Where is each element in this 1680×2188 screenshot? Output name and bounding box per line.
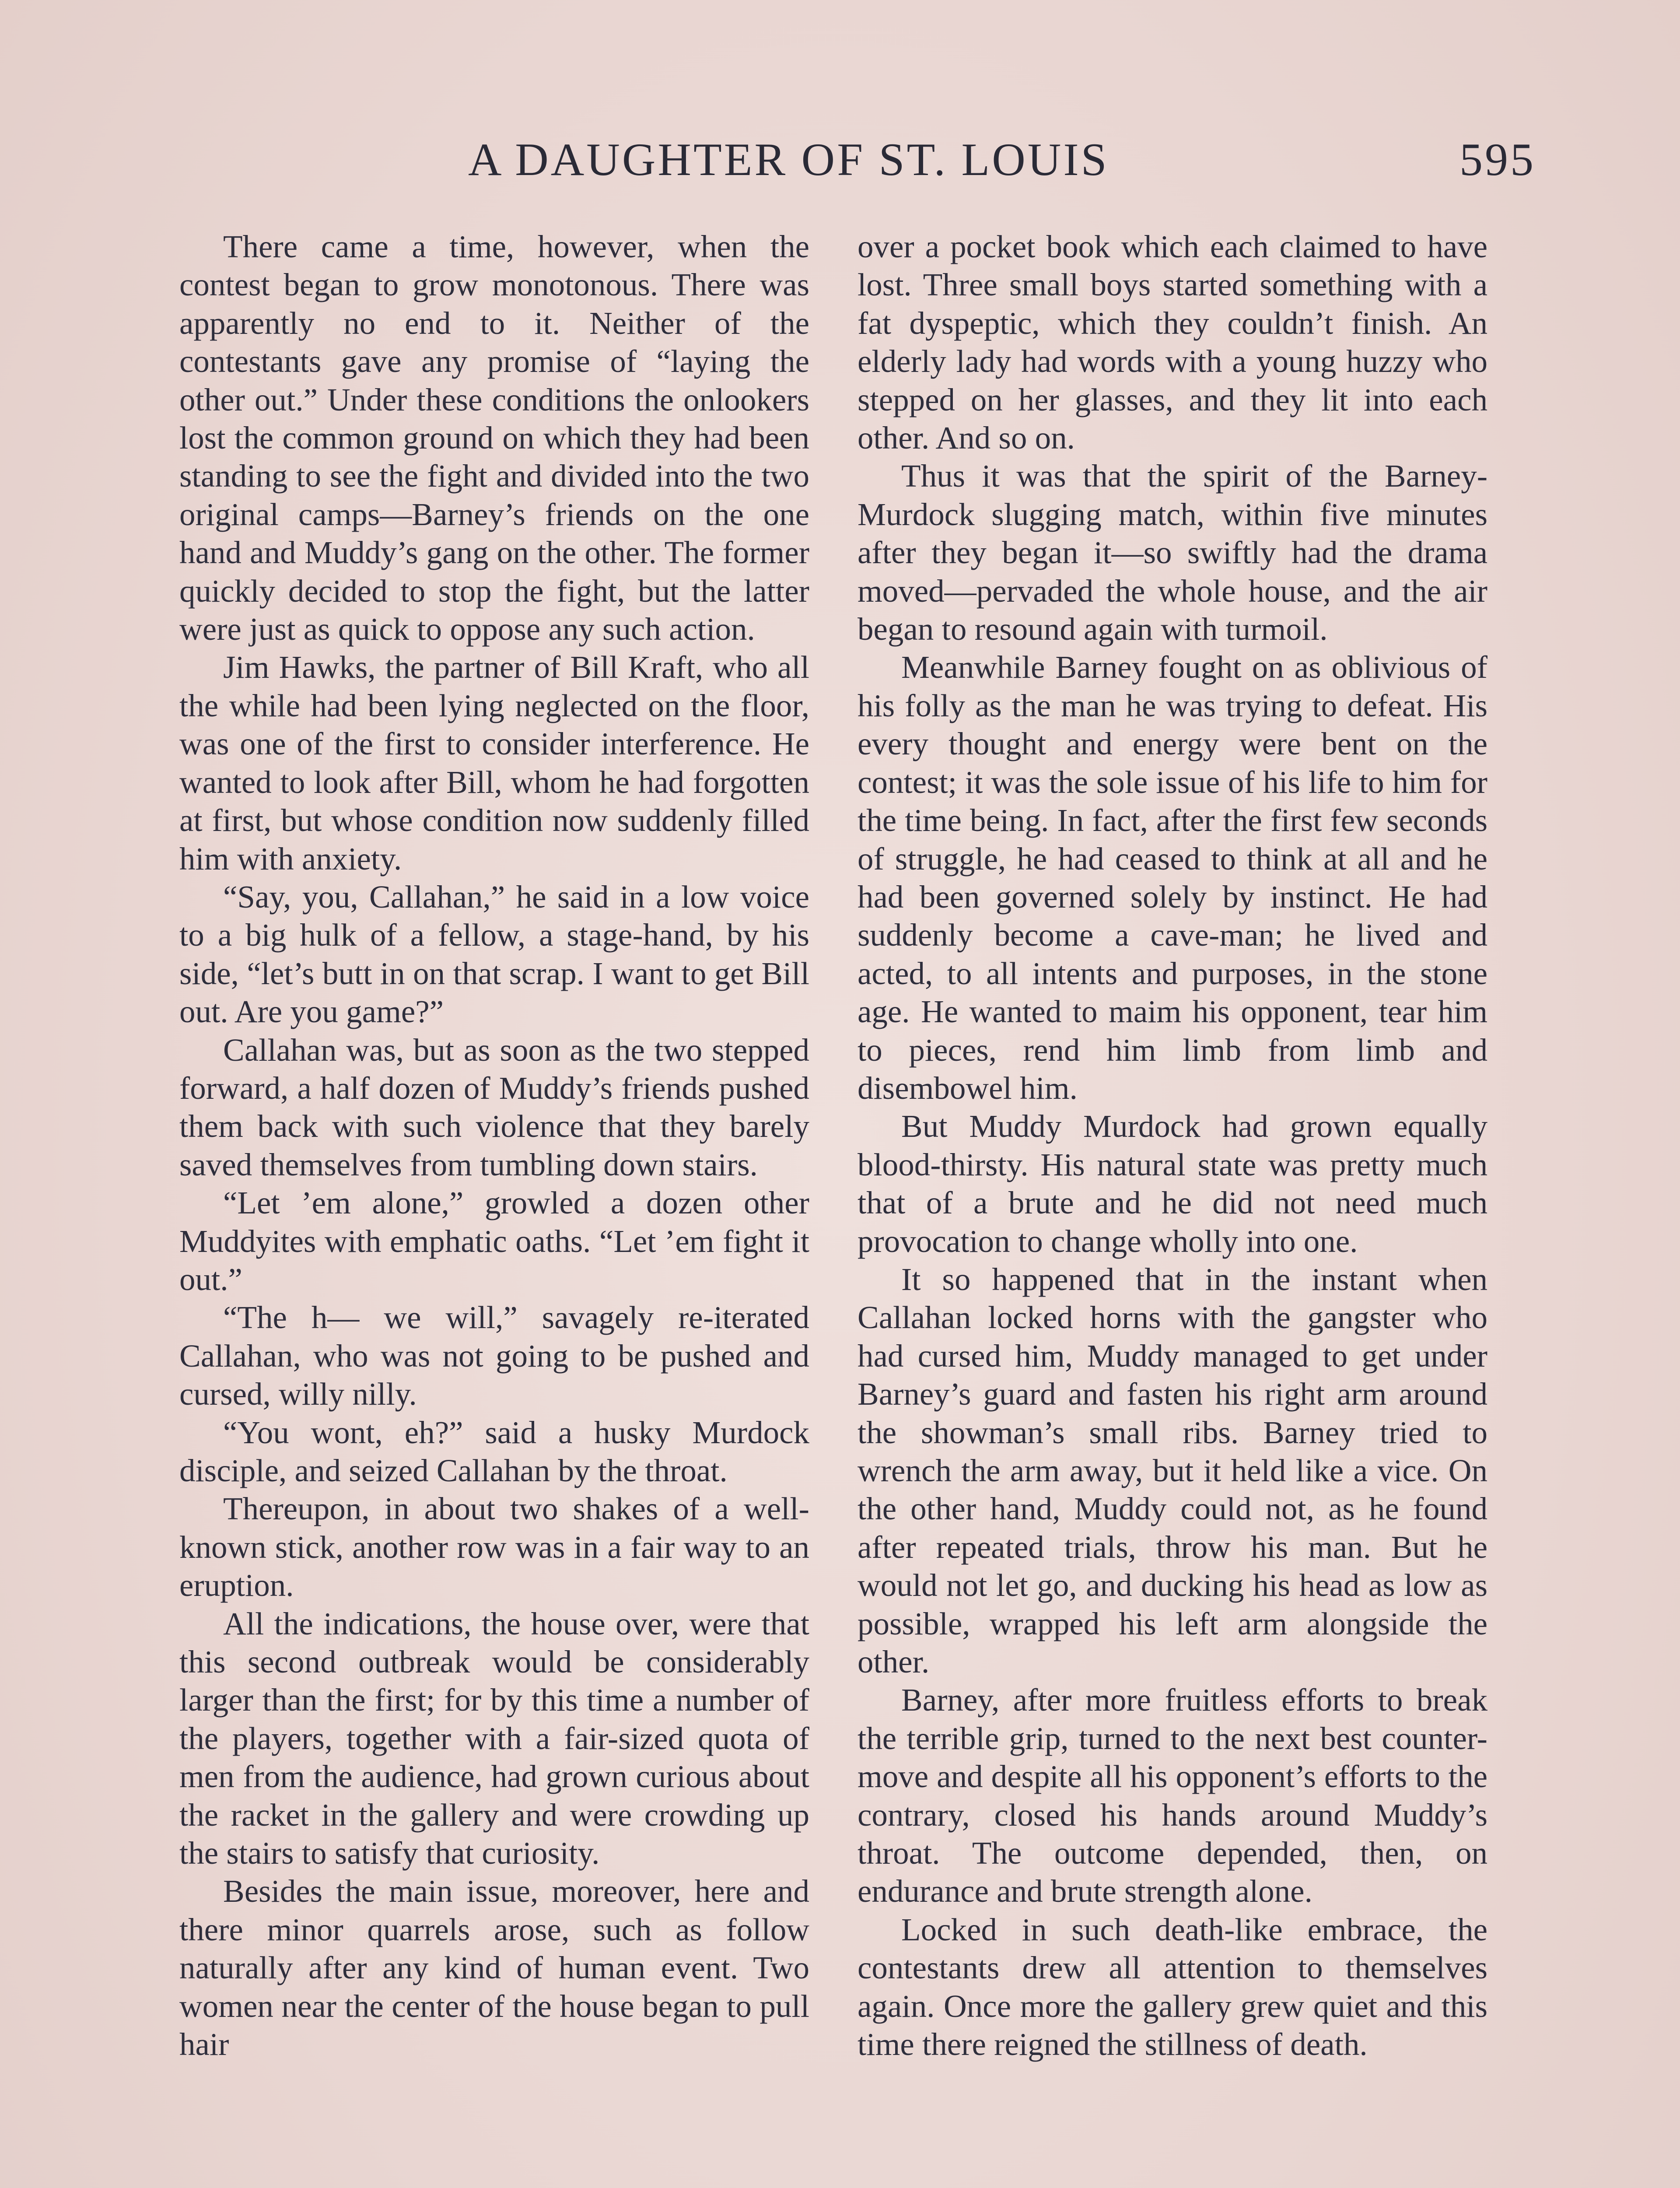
paragraph: “You wont, eh?” said a husky Murdock disciple, and seized Callahan by the throat. — [179, 1414, 809, 1488]
paragraph: Jim Hawks, the partner of Bill Kraft, who all the while had been lying neglected on the floor, was one of the first to consider interference. He wanted to look after Bill, whom he had forgotten at first, but whose condition now suddenly filled him with anxiety. — [179, 649, 809, 877]
paragraph: Meanwhile Barney fought on as oblivious of his folly as the man he was trying to defeat. His every thought and energy were bent on the contest; it was the sole issue of his life to him for the time being. In fact, after the first few seconds of struggle, he had ceased to think at all and he had been governed solely by instinct. He had suddenly become a cave-man; he lived and acted, to all intents and purposes, in the stone age. He wanted to maim his opponent, tear him to pieces, rend him limb from limb and disembowel him. — [858, 649, 1488, 1106]
left-column — [179, 228, 809, 2064]
paragraph: “Say, you, Callahan,” he said in a low voice to a big hulk of a fellow, a stage-hand, by his side, “let’s butt in on that scrap. I want to get Bill out. Are you game?” — [179, 879, 809, 1030]
paragraph: All the indications, the house over, were that this second outbreak would be considerably larger than the first; for by this time a number of the players, together with a fair-sized quota of men from the audience, had grown curious about the racket in the gallery and were crowding up the stairs to satisfy that curiosity. — [179, 1606, 809, 1871]
page-number: 595 — [1460, 134, 1536, 185]
paragraph-continuation: over a pocket book which each claimed to have lost. Three small boys started something with a fat dyspeptic, which they couldn’t finish. An elderly lady had words with a young huzzy who stepped on her glasses, and they lit into each other. And so on. — [858, 229, 1488, 456]
paragraph: Thereupon, in about two shakes of a well-known stick, another row was in a fair way to an eruption. — [179, 1491, 809, 1603]
paragraph: Callahan was, but as soon as the two stepped forward, a half dozen of Muddy’s friends pushed them back with such violence that they barely saved themselves from tumbling down stairs. — [179, 1032, 809, 1182]
right-column — [858, 228, 1488, 2064]
paragraph: “Let ’em alone,” growled a dozen other Muddyites with emphatic oaths. “Let ’em fight it out.” — [179, 1185, 809, 1297]
paragraph: Locked in such death-like embrace, the contestants drew all attention to themselves again. Once more the gallery grew quiet and this time there reigned the stillness of death. — [858, 1911, 1488, 2062]
paragraph: Barney, after more fruitless efforts to break the terrible grip, turned to the next best counter-move and despite all his opponent’s efforts to the contrary, closed his hands around Muddy’s throat. The outcome depended, then, on endurance and brute strength alone. — [858, 1682, 1488, 1909]
paragraph: “The h— we will,” savagely re-iterated Callahan, who was not going to be pushed and cursed, willy nilly. — [179, 1300, 809, 1412]
paragraph: It so happened that in the instant when Callahan locked horns with the gangster who had cursed him, Muddy managed to get under Barney’s guard and fasten his right arm around the showman’s small ribs. Barney tried to wrench the arm away, but it held like a vice. On the other hand, Muddy could not, as he found after repeated trials, throw his man. But he would not let go, and ducking his head as low as possible, wrapped his left arm alongside the other. — [858, 1261, 1488, 1680]
paragraph: Besides the main issue, moreover, here and there minor quarrels arose, such as follow naturally after any kind of human event. Two women near the center of the house began to pull hair — [179, 1873, 809, 2062]
paragraph: But Muddy Murdock had grown equally blood-thirsty. His natural state was pretty much that of a brute and he did not need much provocation to change wholly into one. — [858, 1108, 1488, 1259]
paragraph: Thus it was that the spirit of the Barney-Murdock slugging match, within five minutes after they began it—so swiftly had the drama moved—pervaded the whole house, and the air began to resound again with turmoil. — [858, 458, 1488, 647]
running-header — [468, 127, 1536, 193]
running-title: A DAUGHTER OF ST. LOUIS — [468, 134, 1109, 185]
paragraph: There came a time, however, when the contest began to grow monotonous. There was apparently no end to it. Neither of the contestants gave any promise of “laying the other out.” Under these conditions the onlookers lost the common ground on which they had been standing to see the fight and divided into the two original camps—Barney’s friends on the one hand and Muddy’s gang on the other. The former quickly decided to stop the fight, but the latter were just as quick to oppose any such action. — [179, 229, 809, 647]
